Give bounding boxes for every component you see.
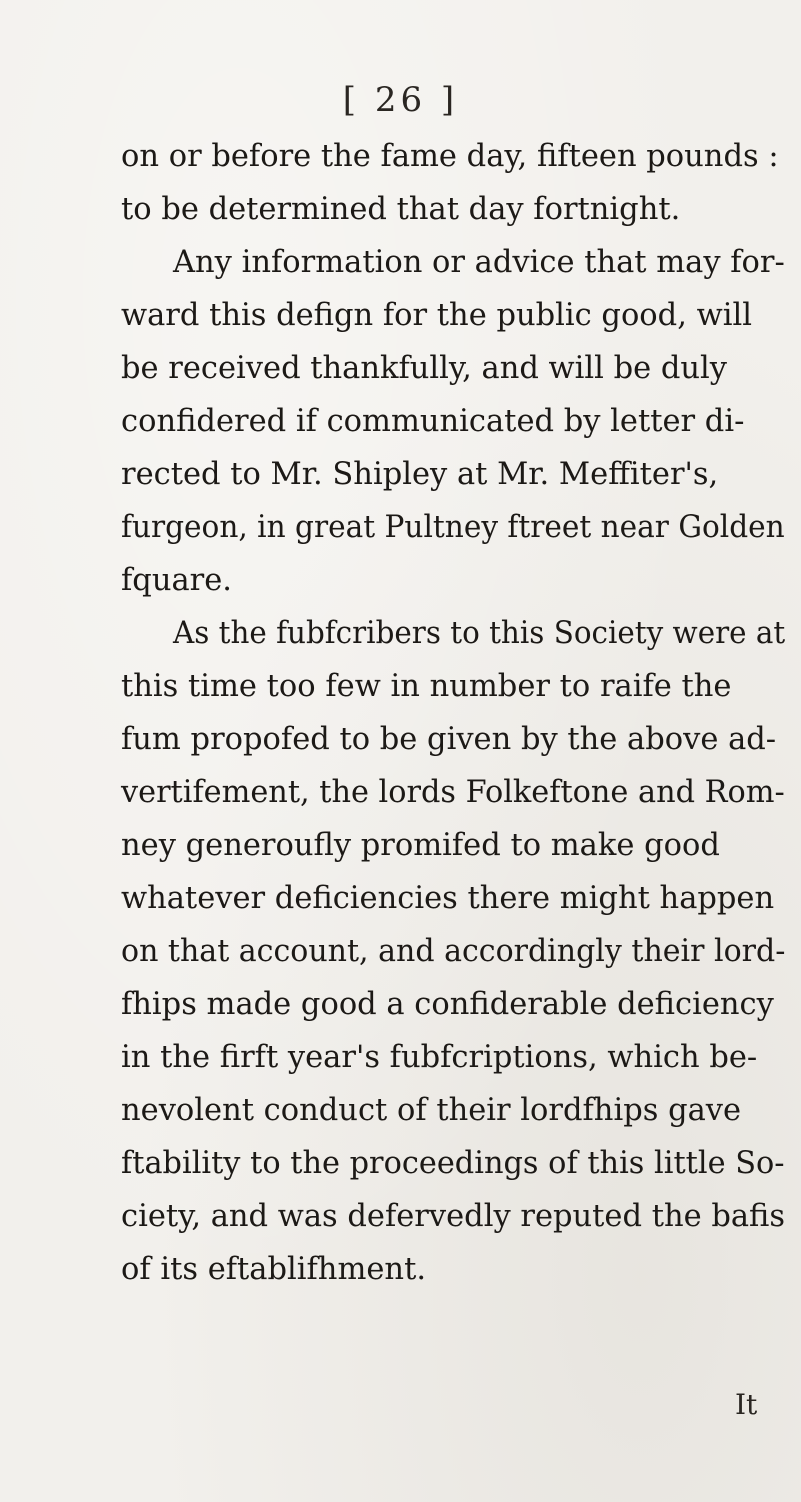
text-line-6: confidered if communicated by letter di- xyxy=(121,404,745,439)
text-line-22: of its eftablifhment. xyxy=(121,1252,427,1287)
text-line-5: be received thankfully, and will be duly xyxy=(121,351,728,386)
text-line-15: whatever deficiencies there might happen xyxy=(121,881,775,916)
text-line-7: rected to Mr. Shipley at Mr. Meffiter's, xyxy=(121,457,719,492)
text-line-17: fhips made good a confiderable deficiency xyxy=(121,987,774,1022)
catchword: It xyxy=(735,1388,758,1421)
text-line-10: As the fubfcribers to this Society were at xyxy=(173,616,786,651)
text-line-12: fum propofed to be given by the above ad- xyxy=(121,722,777,757)
text-line-13: vertifement, the lords Folkeftone and Rom- xyxy=(121,775,785,810)
text-line-8: furgeon, in great Pultney ftreet near Golden xyxy=(121,510,785,545)
text-line-3: Any information or advice that may for- xyxy=(173,245,785,280)
text-line-1: on or before the fame day, fifteen pounds : xyxy=(121,139,779,174)
text-line-9: fquare. xyxy=(121,563,232,598)
text-line-11: this time too few in number to raife the xyxy=(121,669,732,704)
page-number: [ 26 ] xyxy=(342,80,459,120)
text-line-2: to be determined that day fortnight. xyxy=(121,192,681,227)
text-line-18: in the firft year's fubfcriptions, which be- xyxy=(121,1040,758,1075)
text-line-20: ftability to the proceedings of this little So- xyxy=(121,1146,785,1181)
text-line-4: ward this defign for the public good, will xyxy=(121,298,752,333)
text-line-19: nevolent conduct of their lordfhips gave xyxy=(121,1093,742,1128)
text-line-14: ney generoufly promifed to make good xyxy=(121,828,720,863)
text-line-21: ciety, and was defervedly reputed the bafis xyxy=(121,1199,786,1234)
text-line-16: on that account, and accordingly their lord- xyxy=(121,934,786,969)
